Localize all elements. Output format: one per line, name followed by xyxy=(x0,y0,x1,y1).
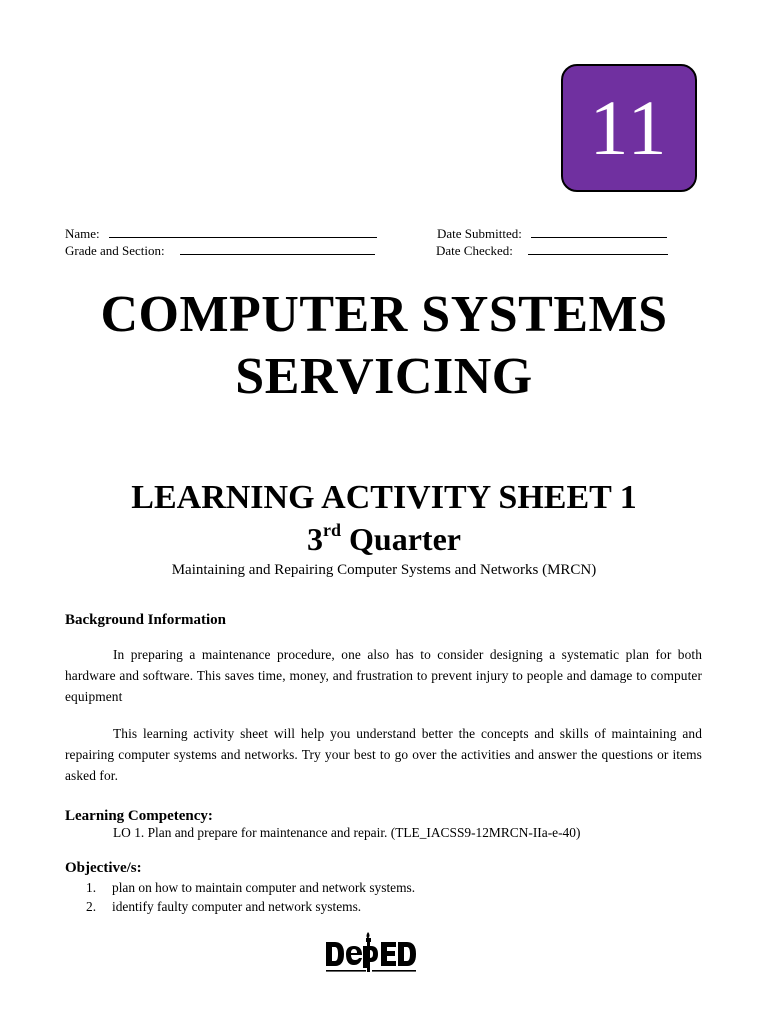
objective-text: plan on how to maintain computer and network systems. xyxy=(112,880,416,895)
grade-section-label: Grade and Section: xyxy=(65,243,165,258)
date-submitted-label: Date Submitted: xyxy=(437,226,522,241)
date-submitted-blank-line[interactable] xyxy=(531,225,667,238)
deped-logo xyxy=(324,928,420,976)
objective-item xyxy=(86,897,415,916)
objectives-heading: Objective/s: xyxy=(65,860,142,876)
name-field xyxy=(65,225,377,242)
date-checked-blank-line[interactable] xyxy=(528,242,668,255)
sheet-subtitle: Maintaining and Repairing Computer Systems and Networks (MRCN) xyxy=(171,562,597,578)
name-blank-line[interactable] xyxy=(109,225,377,238)
name-label: Name: xyxy=(65,226,100,241)
date-checked-label: Date Checked: xyxy=(436,243,513,258)
quarter-number: 3 xyxy=(307,521,324,557)
background-heading: Background Information xyxy=(65,612,227,628)
main-title-line-1: COMPUTER SYSTEMS xyxy=(100,286,668,343)
grade-level-number: 11 xyxy=(589,84,669,171)
objective-text: identify faulty computer and network systems. xyxy=(112,899,362,914)
objectives-list xyxy=(86,878,415,916)
grade-level-badge xyxy=(561,64,697,192)
background-paragraph-2: This learning activity sheet will help you understand better the concepts and skills of maintaining and repairing computer systems and networks. Try your best to go over the activities and answer the questions or items asked for. xyxy=(65,726,702,783)
grade-section-field xyxy=(65,242,375,259)
quarter-ordinal: rd xyxy=(323,520,342,540)
objective-number: 2. xyxy=(86,899,97,914)
background-paragraph-1: In preparing a maintenance procedure, one also has to consider designing a systematic plan for both hardware and software. This saves time, money, and frustration to prevent injury to people and damage to computer equipment xyxy=(65,647,702,704)
main-title-line-2: SERVICING xyxy=(235,348,533,405)
quarter-label xyxy=(0,519,768,559)
competency-text: LO 1. Plan and prepare for maintenance and repair. (TLE_IACSS9-12MRCN-IIa-e-40) xyxy=(113,825,581,840)
date-submitted-field xyxy=(437,225,667,242)
date-checked-field xyxy=(436,242,668,259)
sheet-title: LEARNING ACTIVITY SHEET 1 xyxy=(131,479,637,516)
objective-item xyxy=(86,878,415,897)
competency-heading: Learning Competency: xyxy=(65,808,213,824)
grade-section-blank-line[interactable] xyxy=(180,242,375,255)
quarter-word: Quarter xyxy=(349,521,461,557)
objective-number: 1. xyxy=(86,880,97,895)
